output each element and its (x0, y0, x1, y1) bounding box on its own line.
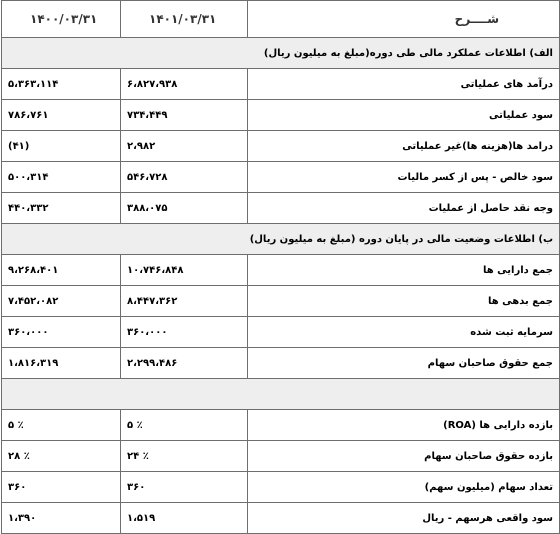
table-row (2, 503, 560, 534)
row-label: درامد ها(هزینه ها)غیر عملیاتی (248, 131, 560, 162)
row-previous-value: ٪ ۵ (2, 410, 121, 441)
row-current-value: ٪ ۵ (121, 410, 248, 441)
section-title-position: ب) اطلاعات وضعیت مالی در پایان دوره (مبلغ به میلیون ریال) (2, 224, 560, 255)
table-row (2, 69, 560, 100)
row-label: سود عملیاتی (248, 100, 560, 131)
table-row (2, 472, 560, 503)
table-row (2, 255, 560, 286)
row-current-value: ۱،۵۱۹ (121, 503, 248, 534)
row-previous-value: ۳۶۰،۰۰۰ (2, 317, 121, 348)
section-header-position (2, 224, 560, 255)
section-header-performance (2, 38, 560, 69)
table-row (2, 348, 560, 379)
table-row (2, 100, 560, 131)
row-current-value: ۵۴۶،۷۲۸ (121, 162, 248, 193)
row-previous-value: ۹،۲۶۸،۴۰۱ (2, 255, 121, 286)
table-row (2, 162, 560, 193)
row-previous-value: ۵،۳۶۳،۱۱۴ (2, 69, 121, 100)
row-current-value: ۳۶۰ (121, 472, 248, 503)
section-title-performance: الف) اطلاعات عملکرد مالی طی دوره(مبلغ به میلیون ریال) (2, 38, 560, 69)
row-label: بازده حقوق صاحبان سهام (248, 441, 560, 472)
row-current-value: ۱۰،۷۴۶،۸۴۸ (121, 255, 248, 286)
row-previous-value: ۱،۸۱۶،۳۱۹ (2, 348, 121, 379)
row-current-value: ۲،۲۹۹،۴۸۶ (121, 348, 248, 379)
row-label: بازده دارایی ها (ROA) (248, 410, 560, 441)
row-current-value: ٪ ۲۴ (121, 441, 248, 472)
spacer-cell (2, 379, 560, 410)
row-label: سرمایه ثبت شده (248, 317, 560, 348)
row-current-value: ۷۳۴،۴۴۹ (121, 100, 248, 131)
row-current-value: ۸،۴۴۷،۳۶۲ (121, 286, 248, 317)
table-row (2, 131, 560, 162)
row-previous-value: ۴۴۰،۳۳۲ (2, 193, 121, 224)
row-previous-value: ۷،۴۵۲،۰۸۲ (2, 286, 121, 317)
table-row (2, 193, 560, 224)
header-label: شــــرح (248, 1, 560, 38)
financial-summary-table (1, 0, 560, 534)
row-label: جمع بدهی ها (248, 286, 560, 317)
row-label: جمع حقوق صاحبان سهام (248, 348, 560, 379)
row-previous-value: ۱،۳۹۰ (2, 503, 121, 534)
row-current-value: ۳۸۸،۰۷۵ (121, 193, 248, 224)
row-label: تعداد سهام (میلیون سهم) (248, 472, 560, 503)
row-label: سود خالص - پس از کسر مالیات (248, 162, 560, 193)
table-row (2, 441, 560, 472)
table-row (2, 286, 560, 317)
row-previous-value: ۷۸۶،۷۶۱ (2, 100, 121, 131)
row-current-value: ۶،۸۲۷،۹۳۸ (121, 69, 248, 100)
row-label: وجه نقد حاصل از عملیات (248, 193, 560, 224)
row-label: جمع دارایی ها (248, 255, 560, 286)
header-previous-date: ۱۴۰۰/۰۳/۳۱ (2, 1, 121, 38)
table-row (2, 410, 560, 441)
header-current-date: ۱۴۰۱/۰۳/۳۱ (121, 1, 248, 38)
row-previous-value: ٪ ۲۸ (2, 441, 121, 472)
row-label: درآمد های عملیاتی (248, 69, 560, 100)
section-spacer (2, 379, 560, 410)
row-previous-value: ۳۶۰ (2, 472, 121, 503)
row-current-value: ۳۶۰،۰۰۰ (121, 317, 248, 348)
row-previous-value: ۵۰۰،۳۱۴ (2, 162, 121, 193)
row-label: سود واقعی هرسهم - ریال (248, 503, 560, 534)
table-header-row (2, 1, 560, 38)
table-row (2, 317, 560, 348)
row-previous-value: (۴۱) (2, 131, 121, 162)
row-current-value: ۲،۹۸۲ (121, 131, 248, 162)
